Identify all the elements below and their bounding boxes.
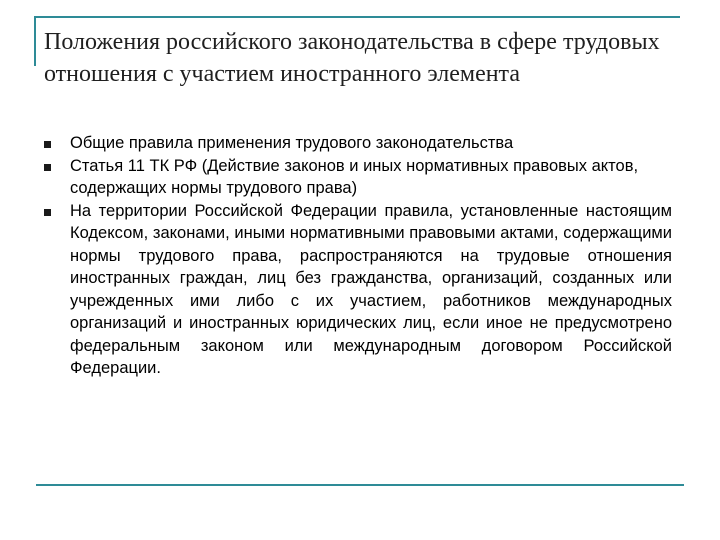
bullet-text: Статья 11 ТК РФ (Действие законов и иных нормативных правовых актов, содержащих нормы трудового права): [70, 156, 639, 197]
bullet-item: [44, 200, 672, 380]
bullet-text: Общие правила применения трудового законодательства: [70, 134, 514, 152]
bullet-text: На территории Российской Федерации правила, установленные настоящим Кодексом, законами, иными нормативными правовыми актами, содержащими нормы трудового права, распространяются на трудовые отношения иностранных граждан, лиц без гражданства, организаций, созданных или учрежденных ими либо с их участием, работников международных организаций и иностранных юридических лиц, если иное не предусмотрено федеральным законом или международным договором Российской Федерации.: [70, 201, 672, 377]
square-bullet-icon: [44, 164, 51, 171]
bullet-list: [44, 132, 672, 380]
bullet-item: [44, 155, 672, 200]
bottom-divider-line: [36, 484, 684, 486]
left-divider-line: [34, 16, 36, 66]
top-divider-line: [34, 16, 680, 18]
bullet-item: [44, 132, 672, 155]
square-bullet-icon: [44, 141, 51, 148]
square-bullet-icon: [44, 209, 51, 216]
slide-title: Положения российского законодательства в сфере трудовых отношения с участием иностранного элемента: [44, 29, 660, 87]
